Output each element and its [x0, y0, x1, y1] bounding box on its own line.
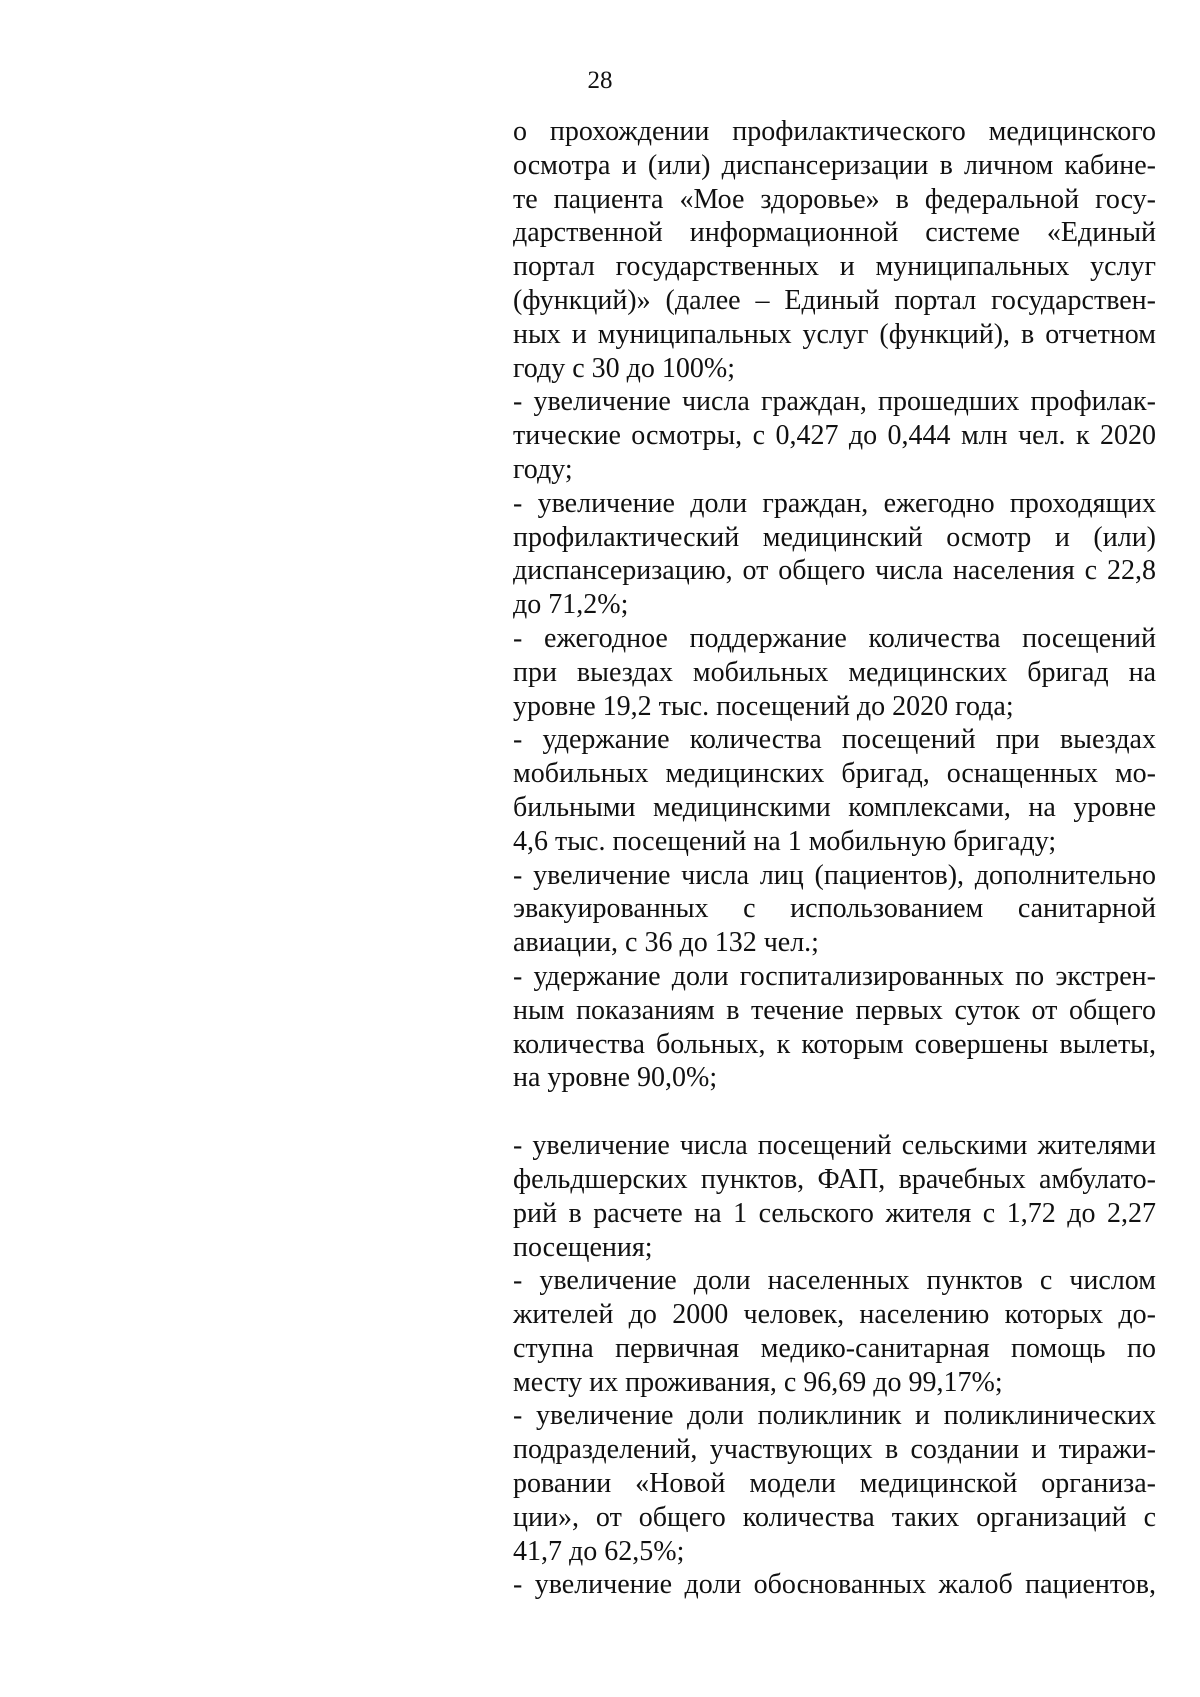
list-paragraph: [513, 1129, 1156, 1264]
text-column: [513, 115, 1156, 1602]
list-paragraph: [513, 1399, 1156, 1568]
text-line: ровании «Новой модели медицинской организа-: [513, 1468, 1156, 1500]
list-paragraph: [513, 859, 1156, 960]
text-line: - удержание количества посещений при выездах: [513, 724, 1156, 756]
list-paragraph: [513, 385, 1156, 486]
text-line: тические осмотры, с 0,427 до 0,444 млн чел. к 2020: [513, 420, 1156, 452]
paragraphs-bottom: [513, 1129, 1156, 1602]
text-line: ным показаниям в течение первых суток от общего: [513, 994, 1156, 1026]
list-paragraph: [513, 1568, 1156, 1602]
text-line: подразделений, участвующих в создании и тиражи-: [513, 1434, 1156, 1466]
text-line: на уровне 90,0%;: [513, 1062, 718, 1094]
text-line: те пациента «Мое здоровье» в федеральной госу-: [513, 183, 1156, 215]
text-line: авиации, с 36 до 132 чел.;: [513, 927, 819, 959]
list-paragraph: [513, 960, 1156, 1095]
text-line: посещения;: [513, 1231, 653, 1263]
text-line: - увеличение доли поликлиник и поликлинических: [513, 1400, 1156, 1432]
text-line: ступна первичная медико-санитарная помощь по: [513, 1332, 1156, 1364]
text-line: о прохождении профилактического медицинского: [513, 116, 1156, 147]
text-line: - увеличение числа граждан, прошедших профилак-: [513, 386, 1156, 418]
text-line: портал государственных и муниципальных услуг: [513, 251, 1156, 283]
text-line: уровне 19,2 тыс. посещений до 2020 года;: [513, 690, 1014, 722]
text-line: рий в расчете на 1 сельского жителя с 1,72 до 2,27: [513, 1197, 1156, 1229]
paragraphs-top: [513, 115, 1156, 1095]
text-line: - увеличение доли населенных пунктов с числом: [513, 1265, 1156, 1297]
text-line: профилактический медицинский осмотр и (или): [513, 521, 1156, 553]
text-line: до 71,2%;: [513, 589, 629, 621]
text-line: ных и муниципальных услуг (функций), в отчетном: [513, 318, 1156, 350]
text-line: - ежегодное поддержание количества посещений: [513, 622, 1156, 654]
text-line: - увеличение числа посещений сельскими жителями: [513, 1130, 1156, 1162]
text-line: при выездах мобильных медицинских бригад на: [513, 656, 1156, 688]
list-paragraph: [513, 487, 1156, 622]
text-line: количества больных, к которым совершены вылеты,: [513, 1028, 1156, 1060]
list-paragraph: [513, 1264, 1156, 1399]
text-line: 41,7 до 62,5%;: [513, 1535, 685, 1567]
list-paragraph: [513, 115, 1156, 385]
text-line: жителей до 2000 человек, населению которых до-: [513, 1299, 1156, 1331]
text-line: месту их проживания, с 96,69 до 99,17%;: [513, 1366, 1003, 1398]
text-line: году;: [513, 453, 573, 485]
text-line: - удержание доли госпитализированных по экстрен-: [513, 960, 1156, 992]
text-line: - увеличение числа лиц (пациентов), дополнительно: [513, 859, 1156, 891]
text-line: дарственной информационной системе «Единый: [513, 217, 1156, 249]
text-line: - увеличение доли граждан, ежегодно проходящих: [513, 487, 1156, 519]
text-line: мобильных медицинских бригад, оснащенных мо-: [513, 758, 1156, 790]
text-line: фельдшерских пунктов, ФАП, врачебных амбулато-: [513, 1163, 1156, 1195]
list-paragraph: [513, 723, 1156, 858]
text-line: (функций)» (далее – Единый портал государствен-: [513, 284, 1156, 316]
text-line: диспансеризацию, от общего числа населения с 22,8: [513, 555, 1156, 587]
text-line: - увеличение доли обоснованных жалоб пациентов,: [513, 1569, 1156, 1601]
text-line: ции», от общего количества таких организаций с: [513, 1501, 1156, 1533]
text-line: эвакуированных с использованием санитарной: [513, 893, 1156, 925]
text-line: 4,6 тыс. посещений на 1 мобильную бригаду;: [513, 825, 1057, 857]
text-line: осмотра и (или) диспансеризации в личном кабине-: [513, 149, 1156, 181]
list-paragraph: [513, 622, 1156, 723]
page-number: 28: [587, 67, 613, 94]
blank-gap: [513, 1095, 1156, 1129]
text-line: году с 30 до 100%;: [513, 352, 736, 384]
text-line: бильными медицинскими комплексами, на уровне: [513, 791, 1156, 823]
